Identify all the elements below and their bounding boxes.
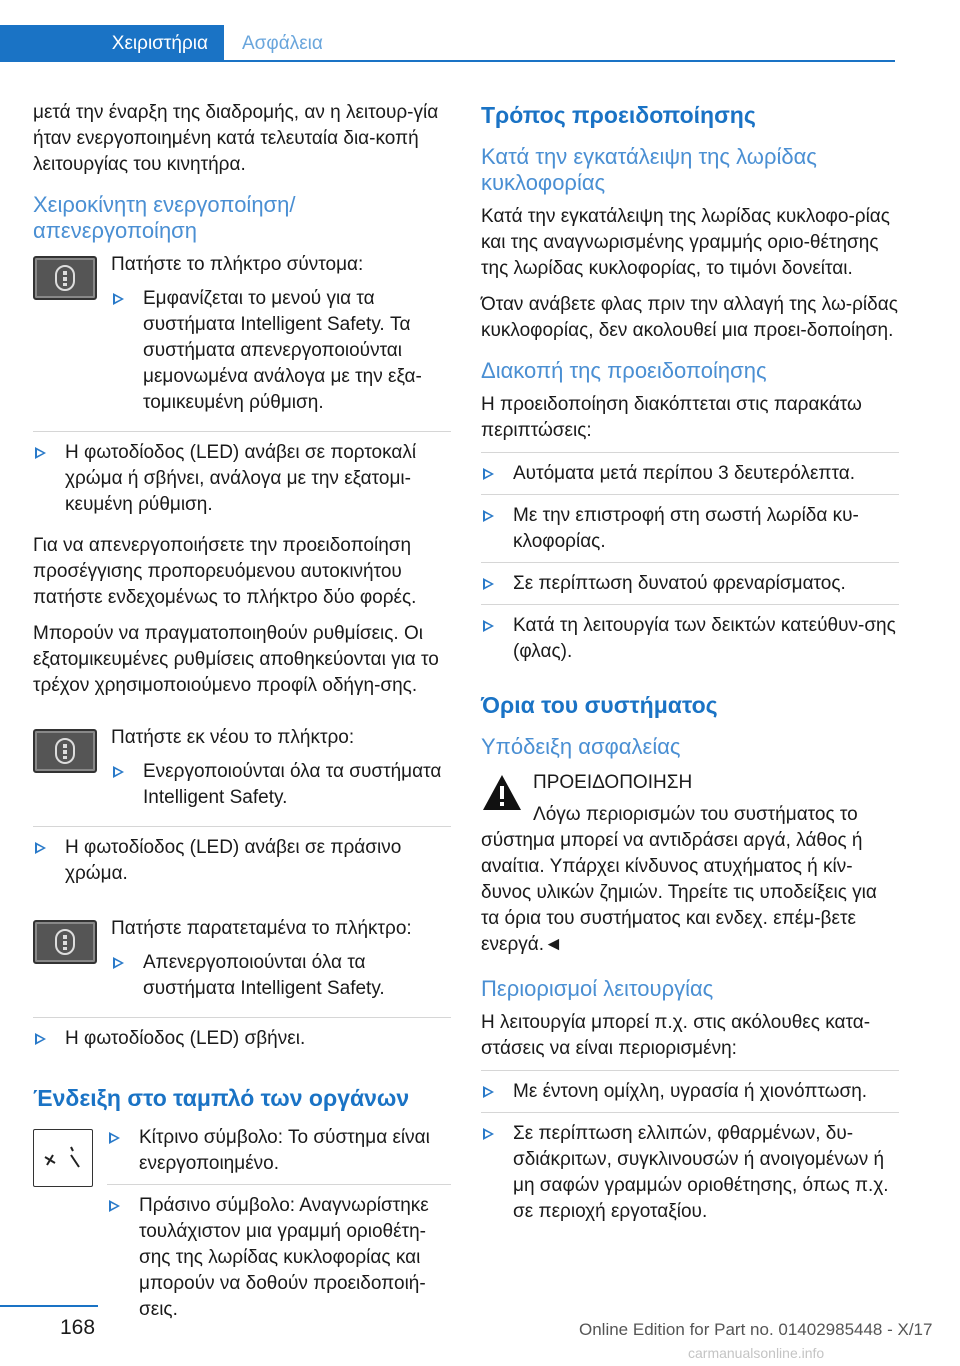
bullet-triangle-icon <box>109 1132 120 1144</box>
list-item-text: Ενεργοποιούνται όλα τα συστήματα Intelligent Safety. <box>143 761 442 808</box>
press-again-text: Πατήστε εκ νέου το πλήκτρο: <box>111 727 355 748</box>
list-item <box>481 461 899 495</box>
list-item-text: Σε περίπτωση δυνατού φρεναρίσματος. <box>513 573 846 594</box>
list-item <box>107 1193 451 1330</box>
list-item <box>107 1125 451 1185</box>
tab-controls[interactable] <box>0 25 224 62</box>
led-off-list <box>33 1017 451 1059</box>
led-orange-list <box>33 431 451 525</box>
left-column <box>33 100 451 1346</box>
list-item-text: Απενεργοποιούνται όλα τα συστήματα Intelligent Safety. <box>143 952 385 999</box>
warning-text-short: Λόγω περιορισμών του συστήματος το <box>533 804 858 825</box>
bullet-triangle-icon <box>35 1033 46 1045</box>
press-short-list <box>111 286 451 423</box>
safety-button-icon <box>33 729 97 773</box>
edition-text: Online Edition for Part no. 01402985448 - X/17 <box>579 1320 933 1339</box>
header-bar <box>0 0 960 62</box>
list-item-text: Σε περίπτωση ελλιπών, φθαρμένων, δυ‐σδιάκριτων, συγκλινουσών ή ανοιγομένων ή μη σαφών γραμμών οριοθέτησης, όπως π.χ. σε περιοχή εργοταξίου. <box>513 1123 889 1222</box>
header-divider <box>0 60 895 62</box>
warning-label: ΠΡΟΕΙΔΟΠΟΙΗΣΗ <box>533 772 693 793</box>
list-item-text: Η φωτοδίοδος (LED) ανάβει σε πράσινο χρώμα. <box>65 837 402 884</box>
warning-text: σύστημα μπορεί να αντιδράσει αργά, λάθος ή αναίτια. Υπάρχει κίνδυνος ατυχήματος ή κίν‐δυνος υλικών ζημιών. Τηρείτε τις υποδείξεις για τα όρια του συστήματος και ενδεχ. επέμ‐βετε ενεργά.◄ <box>481 830 877 955</box>
bullet-triangle-icon <box>113 293 124 305</box>
para-deactivate: Για να απενεργοποιήσετε την προειδοποίηση προσέγγισης προπορευόμενου αυτοκινήτου πατήστε ενδεχομένως το πλήκτρο δύο φορές. <box>33 535 417 608</box>
para-indicator: Όταν ανάβετε φλας πριν την αλλαγή της λω‐ρίδας κυκλοφορίας, δεν ακολουθεί μια προει‐δοποίηση. <box>481 294 898 341</box>
heading-safety: Υπόδειξη ασφαλείας <box>481 734 681 759</box>
list-item-text: Η φωτοδίοδος (LED) ανάβει σε πορτοκαλί χρώμα ή σβήνει, ανάλογα με την εξατομι‐κευμένη ρύθμιση. <box>65 442 417 515</box>
list-item-text: Εμφανίζεται το μενού για τα συστήματα Intelligent Safety. Τα συστήματα απενεργοποιούνται μεμονωμένα ανάλογα με την εξα‐τομικευμένη ρύθμιση. <box>143 288 422 413</box>
list-item <box>481 613 899 672</box>
safety-button-icon <box>33 920 97 964</box>
warning-block <box>481 770 899 828</box>
heading-limits: Όρια του συστήματος <box>481 692 718 718</box>
bullet-triangle-icon <box>483 1128 494 1140</box>
bullet-triangle-icon <box>483 468 494 480</box>
right-column <box>481 100 899 1240</box>
list-item-text: Πράσινο σύμβολο: Αναγνωρίστηκε τουλάχιστον μια γραμμή οριοθέτη‐σης της λωρίδας κυκλοφορίας και μπορούν να δοθούν προειδοποιή‐σεις. <box>139 1195 429 1320</box>
list-item <box>481 1121 899 1232</box>
para-restrictions: Η λειτουργία μπορεί π.χ. στις ακόλουθες κατα‐στάσεις να είναι περιορισμένη: <box>481 1012 871 1059</box>
bullet-triangle-icon <box>35 842 46 854</box>
heading-restrictions: Περιορισμοί λειτουργίας <box>481 976 714 1001</box>
list-item-text: Με έντονη ομίχλη, υγρασία ή χιονόπτωση. <box>513 1081 868 1102</box>
para-leaving: Κατά την εγκατάλειψη της λωρίδας κυκλοφο‐ρίας και της αναγνωρισμένης γραμμής οριο‐θέτησης της λωρίδας κυκλοφορίας, το τιμόνι δονείται. <box>481 206 890 279</box>
bullet-triangle-icon <box>483 578 494 590</box>
list-item <box>481 1079 899 1113</box>
intro-text: μετά την έναρξη της διαδρομής, αν η λειτουρ‐γία ήταν ενεργοποιημένη κατά τελευταία δια‐κοπή λειτουργίας του κινητήρα. <box>33 102 439 175</box>
interrupt-list <box>481 452 899 672</box>
press-long-text: Πατήστε παρατεταμένα το πλήκτρο: <box>111 918 412 939</box>
list-item <box>33 440 451 525</box>
bullet-triangle-icon <box>113 766 124 778</box>
para-settings: Μπορούν να πραγματοποιηθούν ρυθμίσεις. Οι εξατομικευμένες ρυθμίσεις αποθηκεύονται για το τρέχον χρησιμοποιούμενο προφίλ οδήγη‐σης. <box>33 623 439 696</box>
press-long-block <box>33 916 451 1017</box>
restriction-list <box>481 1070 899 1232</box>
press-short-text: Πατήστε το πλήκτρο σύντομα: <box>111 254 364 275</box>
page-number: 168 <box>60 1316 96 1339</box>
list-item <box>33 1026 451 1059</box>
list-item <box>481 503 899 563</box>
press-again-block <box>33 725 451 826</box>
list-item <box>111 759 451 818</box>
heading-display: Ένδειξη στο ταμπλό των οργάνων <box>33 1085 410 1111</box>
led-green-list <box>33 826 451 894</box>
heading-warning-mode: Τρόπος προειδοποίησης <box>481 102 756 128</box>
para-interrupt: Η προειδοποίηση διακόπτεται στις παρακάτω περιπτώσεις: <box>481 394 862 441</box>
tab-safety-label: Ασφάλεια <box>242 32 323 54</box>
list-item <box>481 571 899 605</box>
list-item-text: Κατά τη λειτουργία των δεικτών κατεύθυν‐σης (φλας). <box>513 615 896 662</box>
list-item-text: Κίτρινο σύμβολο: Το σύστημα είναι ενεργοποιημένο. <box>139 1127 430 1174</box>
list-item-text: Με την επιστροφή στη σωστή λωρίδα κυ‐κλοφορίας. <box>513 505 859 552</box>
bullet-triangle-icon <box>483 620 494 632</box>
heading-leaving: Κατά την εγκατάλειψη της λωρίδας κυκλοφορίας <box>481 144 817 195</box>
heading-manual: Χειροκίνητη ενεργοποίηση/ απενεργοποίηση <box>33 192 296 243</box>
heading-interrupt: Διακοπή της προειδοποίησης <box>481 358 767 383</box>
tab-controls-label: Χειριστήρια <box>111 32 208 54</box>
list-item-text: Η φωτοδίοδος (LED) σβήνει. <box>65 1028 306 1049</box>
warning-triangle-icon <box>481 772 523 814</box>
bullet-triangle-icon <box>483 510 494 522</box>
press-long-list <box>111 950 451 1009</box>
watermark: carmanualsonline.info <box>688 1345 825 1361</box>
lane-departure-icon <box>33 1129 93 1187</box>
press-short-block <box>33 252 451 431</box>
bullet-triangle-icon <box>109 1200 120 1212</box>
footer-divider <box>0 1305 98 1307</box>
bullet-triangle-icon <box>483 1086 494 1098</box>
display-list <box>107 1125 451 1330</box>
bullet-triangle-icon <box>113 957 124 969</box>
press-again-list <box>111 759 451 818</box>
tab-safety[interactable] <box>224 25 323 62</box>
list-item-text: Αυτόματα μετά περίπου 3 δευτερόλεπτα. <box>513 463 856 484</box>
list-item <box>111 286 451 423</box>
list-item <box>111 950 451 1009</box>
bullet-triangle-icon <box>35 447 46 459</box>
list-item <box>33 835 451 894</box>
safety-button-icon <box>33 256 97 300</box>
